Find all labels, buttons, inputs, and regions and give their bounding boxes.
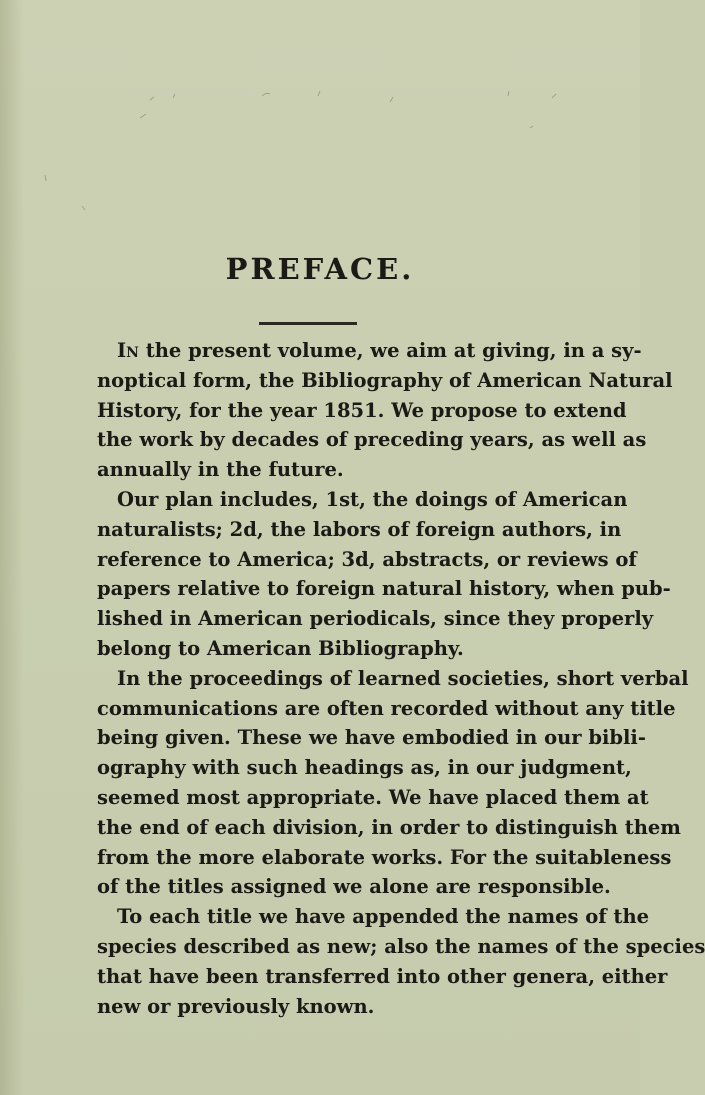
text-line: new or previously known. (97, 994, 375, 1018)
page-title: PREFACE. (225, 252, 415, 286)
text-line: belong to American Bibliography. (97, 636, 464, 660)
text-line: lished in American periodicals, since they properly (97, 607, 654, 631)
text-line: from the more elaborate works. For the suitableness (97, 845, 672, 869)
text-line: In the present volume, we aim at giving, in a sy- (117, 339, 642, 362)
text-line: communications are often recorded without any title (97, 696, 676, 720)
text-line: the work by decades of preceding years, as well as (97, 428, 647, 452)
text-line: ography with such headings as, in our judgment, (97, 756, 632, 780)
text-line: species described as new; also the names of the species (97, 934, 705, 958)
text-line: that have been transferred into other genera, either (97, 964, 668, 988)
text-line: annually in the future. (97, 458, 344, 482)
paper-specks (0, 0, 640, 200)
text-line: seemed most appropriate. We have placed them at (97, 785, 649, 809)
text-line: Our plan includes, 1st, the doings of American (117, 487, 628, 511)
text-line: To each title we have appended the names of the (117, 905, 650, 929)
text-line: of the titles assigned we alone are responsible. (97, 875, 611, 899)
text-line: being given. These we have embodied in our bibli- (97, 726, 646, 750)
preface-text (97, 336, 705, 1021)
text-line: In the proceedings of learned societies, short verbal (117, 666, 689, 690)
text-line: naturalists; 2d, the labors of foreign authors, in (97, 517, 622, 541)
title-divider (259, 322, 357, 325)
text-line: the end of each division, in order to distinguish them (97, 815, 681, 839)
text-line: reference to America; 3d, abstracts, or reviews of (97, 547, 637, 571)
drop-word: In (117, 339, 139, 362)
text-line: papers relative to foreign natural history, when pub- (97, 577, 671, 601)
text-line: noptical form, the Bibliography of American Natural (97, 368, 673, 392)
text-line: History, for the year 1851. We propose to extend (97, 398, 627, 422)
